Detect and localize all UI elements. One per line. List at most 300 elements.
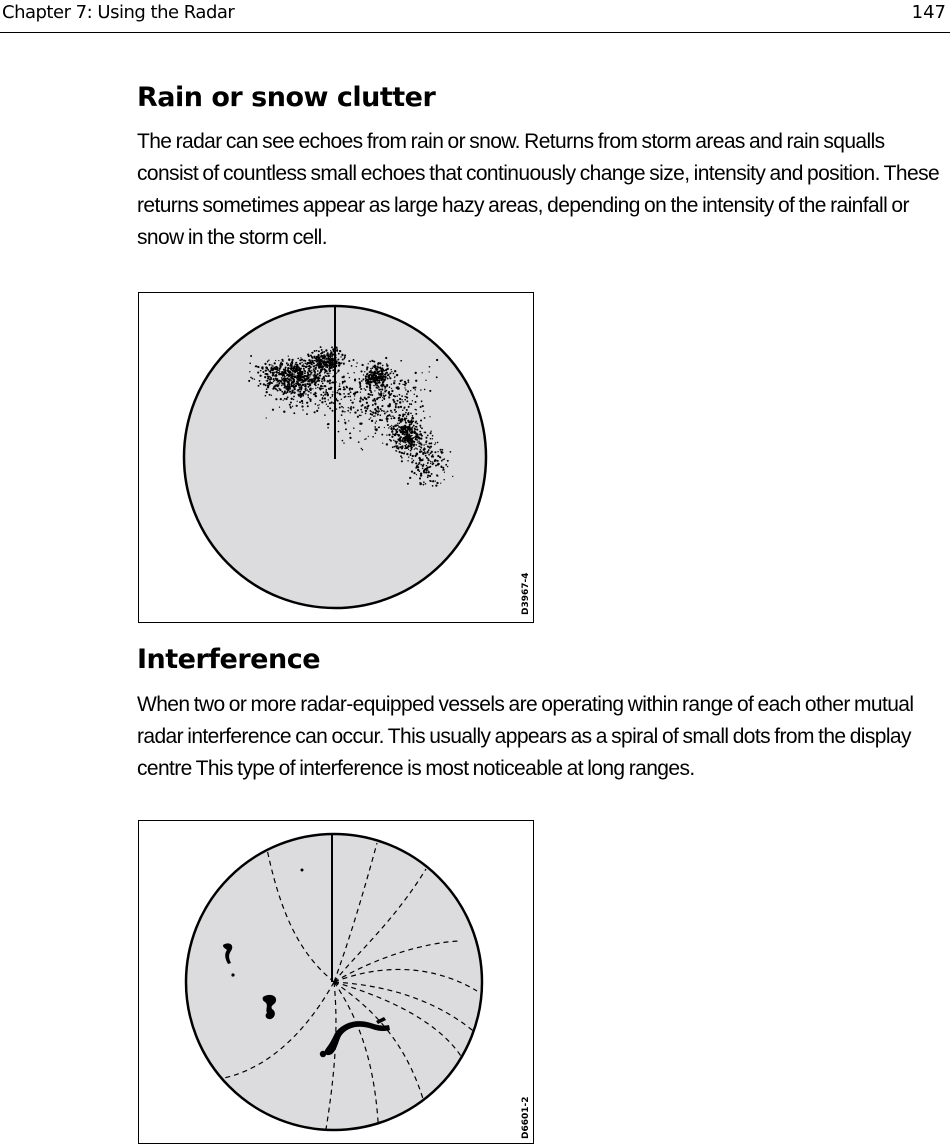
clutter-dot <box>379 394 380 395</box>
clutter-dot <box>368 363 369 364</box>
clutter-dot <box>387 406 388 407</box>
clutter-dot <box>341 406 343 408</box>
clutter-dot <box>415 433 417 435</box>
clutter-dot <box>415 372 417 374</box>
clutter-dot <box>344 354 346 356</box>
clutter-dot <box>294 373 295 374</box>
clutter-dot <box>250 377 252 379</box>
clutter-dot <box>375 422 377 424</box>
clutter-dot <box>308 386 310 388</box>
clutter-dot <box>339 350 341 352</box>
clutter-dot <box>444 472 445 473</box>
clutter-dot <box>420 446 421 447</box>
clutter-dot <box>281 363 283 365</box>
clutter-dot <box>358 441 360 443</box>
clutter-dot <box>432 480 434 482</box>
clutter-dot <box>420 427 421 428</box>
clutter-dot <box>285 388 286 389</box>
clutter-dot <box>288 355 289 356</box>
clutter-dot <box>374 400 376 402</box>
clutter-dot <box>367 406 369 408</box>
clutter-dot <box>328 358 329 359</box>
clutter-dot <box>403 438 405 440</box>
clutter-dot <box>309 376 310 377</box>
clutter-dot <box>327 372 329 374</box>
clutter-dot <box>265 370 266 371</box>
clutter-dot <box>385 411 386 412</box>
clutter-dot <box>418 442 420 444</box>
clutter-dot <box>425 453 426 454</box>
clutter-dot <box>387 421 388 422</box>
clutter-dot <box>434 444 435 445</box>
clutter-dot <box>416 448 418 450</box>
clutter-dot <box>328 375 330 377</box>
clutter-dot <box>318 407 320 409</box>
clutter-dot <box>277 385 279 387</box>
clutter-dot <box>402 415 404 417</box>
clutter-dot <box>330 355 332 357</box>
clutter-dot <box>317 387 318 388</box>
clutter-dot <box>325 390 327 392</box>
clutter-dot <box>381 370 382 371</box>
clutter-dot <box>325 371 326 372</box>
clutter-dot <box>409 477 411 479</box>
clutter-dot <box>372 436 374 438</box>
clutter-dot <box>387 374 389 376</box>
clutter-dot <box>260 370 261 371</box>
clutter-dot <box>365 438 366 439</box>
clutter-dot <box>383 410 385 412</box>
clutter-dot <box>333 359 334 360</box>
clutter-dot <box>422 405 424 407</box>
clutter-dot <box>391 418 393 420</box>
clutter-dot <box>278 360 279 361</box>
clutter-dot <box>276 367 278 369</box>
clutter-dot <box>430 431 431 432</box>
clutter-dot <box>406 431 408 433</box>
clutter-dot <box>402 420 403 421</box>
clutter-dot <box>381 405 383 407</box>
clutter-dot <box>294 388 296 390</box>
clutter-dot <box>377 366 379 368</box>
clutter-dot <box>320 385 322 387</box>
clutter-dot <box>321 349 323 351</box>
clutter-dot <box>408 449 409 450</box>
clutter-dot <box>313 356 315 358</box>
clutter-dot <box>269 371 270 372</box>
clutter-dot <box>404 399 406 401</box>
clutter-dot <box>374 373 376 375</box>
clutter-dot <box>336 360 338 362</box>
clutter-dot <box>281 377 283 379</box>
clutter-dot <box>383 398 385 400</box>
clutter-dot <box>314 411 316 413</box>
clutter-dot <box>392 399 394 401</box>
clutter-dot <box>415 409 416 410</box>
clutter-dot <box>377 406 379 408</box>
clutter-dot <box>344 411 346 413</box>
clutter-dot <box>284 380 286 382</box>
clutter-dot <box>301 393 303 395</box>
clutter-dot <box>404 441 406 443</box>
clutter-dot <box>385 394 387 396</box>
clutter-dot <box>282 375 284 377</box>
clutter-dot <box>428 454 430 456</box>
clutter-dot <box>277 390 279 392</box>
clutter-dot <box>392 415 394 417</box>
clutter-dot <box>299 359 301 361</box>
clutter-dot <box>413 460 415 462</box>
clutter-dot <box>402 410 403 411</box>
clutter-dot <box>369 390 371 392</box>
clutter-dot <box>283 411 285 413</box>
clutter-dot <box>315 395 317 397</box>
clutter-dot <box>430 463 431 464</box>
clutter-dot <box>412 455 414 457</box>
clutter-dot <box>413 425 415 427</box>
clutter-dot <box>395 445 396 446</box>
clutter-dot <box>404 431 406 433</box>
clutter-dot <box>369 384 371 386</box>
clutter-dot <box>437 442 439 444</box>
clutter-dot <box>276 372 278 374</box>
clutter-dot <box>386 372 388 374</box>
clutter-dot <box>391 371 392 372</box>
clutter-dot <box>313 380 315 382</box>
clutter-dot <box>443 469 445 471</box>
clutter-dot <box>372 411 374 413</box>
clutter-dot <box>412 430 414 432</box>
clutter-dot <box>311 352 313 354</box>
clutter-dot <box>400 444 401 445</box>
clutter-dot <box>324 357 326 359</box>
clutter-dot <box>375 384 377 386</box>
clutter-dot <box>282 373 284 375</box>
clutter-dot <box>415 438 417 440</box>
clutter-dot <box>324 414 326 416</box>
clutter-dot <box>400 439 401 440</box>
clutter-dot <box>397 447 399 449</box>
clutter-dot <box>389 377 391 379</box>
clutter-dot <box>348 407 349 408</box>
clutter-dot <box>344 419 345 420</box>
clutter-dot <box>324 368 326 370</box>
clutter-dot <box>383 370 385 372</box>
clutter-dot <box>404 451 405 452</box>
clutter-dot <box>441 466 443 468</box>
clutter-dot <box>411 441 413 443</box>
clutter-dot <box>370 417 371 418</box>
clutter-dot <box>304 363 306 365</box>
clutter-dot <box>290 365 291 366</box>
clutter-dot <box>411 438 413 440</box>
clutter-dot <box>400 436 402 438</box>
clutter-dot <box>420 419 422 421</box>
clutter-dot <box>280 373 282 375</box>
clutter-dot <box>322 397 323 398</box>
clutter-dot <box>353 427 355 429</box>
clutter-dot <box>339 383 340 384</box>
clutter-dot <box>354 395 356 397</box>
clutter-dot <box>249 371 250 372</box>
clutter-dot <box>424 432 426 434</box>
clutter-dot <box>411 435 412 436</box>
clutter-dot <box>297 358 299 360</box>
clutter-dot <box>282 382 284 384</box>
clutter-dot <box>308 368 310 370</box>
clutter-dot <box>385 357 387 359</box>
clutter-dot <box>317 377 319 379</box>
clutter-dot <box>396 429 397 430</box>
clutter-dot <box>428 471 430 473</box>
clutter-dot <box>312 388 313 389</box>
clutter-dot <box>296 368 298 370</box>
clutter-dot <box>390 428 392 430</box>
clutter-dot <box>391 431 393 433</box>
clutter-dot <box>374 377 375 378</box>
clutter-dot <box>304 375 306 377</box>
clutter-dot <box>418 462 420 464</box>
clutter-dot <box>424 389 426 391</box>
clutter-dot <box>268 385 270 387</box>
clutter-dot <box>425 380 426 381</box>
clutter-dot <box>325 366 327 368</box>
clutter-dot <box>371 360 373 362</box>
clutter-dot <box>357 416 359 418</box>
clutter-dot <box>416 395 418 397</box>
clutter-dot <box>278 388 279 389</box>
clutter-dot <box>360 388 362 390</box>
clutter-dot <box>339 385 341 387</box>
clutter-dot <box>299 371 301 373</box>
clutter-dot <box>307 394 309 396</box>
clutter-dot <box>429 416 430 417</box>
clutter-dot <box>383 395 384 396</box>
clutter-dot <box>281 385 283 387</box>
clutter-dot <box>319 360 321 362</box>
clutter-dot <box>430 432 432 434</box>
clutter-dot <box>254 379 255 380</box>
clutter-dot <box>415 447 417 449</box>
clutter-dot <box>328 399 329 400</box>
section-body-interference: When two or more radar-equipped vessels are operating within range of each other mutual radar interference can occur. This usually appears as a spiral of small dots from the display centre This type of interference is most noticeable at long ranges. <box>137 693 914 780</box>
clutter-dot <box>290 401 292 403</box>
clutter-dot <box>408 406 410 408</box>
clutter-dot <box>317 357 319 359</box>
clutter-dot <box>422 458 423 459</box>
clutter-dot <box>289 391 290 392</box>
clutter-dot <box>431 451 433 453</box>
clutter-dot <box>382 365 384 367</box>
clutter-dot <box>336 350 338 352</box>
clutter-dot <box>399 383 401 385</box>
clutter-dot <box>427 451 429 453</box>
clutter-dot <box>336 392 338 394</box>
clutter-dot <box>351 365 353 367</box>
clutter-dot <box>312 357 314 359</box>
clutter-dot <box>311 360 313 362</box>
clutter-dot <box>279 364 281 366</box>
clutter-dot <box>426 465 428 467</box>
clutter-dot <box>399 429 400 430</box>
clutter-dot <box>384 413 386 415</box>
clutter-dot <box>421 435 423 437</box>
clutter-dot <box>437 463 439 465</box>
clutter-dot <box>415 462 417 464</box>
clutter-dot <box>361 448 362 449</box>
clutter-dot <box>411 461 413 463</box>
clutter-dot <box>354 411 356 413</box>
clutter-dot <box>338 353 340 355</box>
clutter-dot <box>286 363 287 364</box>
clutter-dot <box>273 385 275 387</box>
clutter-dot <box>366 374 367 375</box>
clutter-dot <box>428 442 430 444</box>
clutter-dot <box>282 360 284 362</box>
clutter-dot <box>271 366 273 368</box>
clutter-dot <box>294 371 296 373</box>
clutter-dot <box>350 399 352 401</box>
clutter-dot <box>288 382 290 384</box>
clutter-dot <box>431 473 433 475</box>
clutter-dot <box>374 381 376 383</box>
clutter-dot <box>333 358 334 359</box>
clutter-dot <box>299 401 301 403</box>
clutter-dot <box>394 380 395 381</box>
clutter-dot <box>379 367 381 369</box>
clutter-dot <box>273 381 274 382</box>
clutter-dot <box>411 421 413 423</box>
clutter-dot <box>395 443 397 445</box>
clutter-dot <box>350 407 352 409</box>
clutter-dot <box>414 394 415 395</box>
clutter-dot <box>328 361 330 363</box>
clutter-dot <box>353 407 355 409</box>
clutter-dot <box>305 389 307 391</box>
clutter-dot <box>409 439 411 441</box>
clutter-dot <box>435 465 437 467</box>
clutter-dot <box>450 451 452 453</box>
clutter-dot <box>324 393 326 395</box>
clutter-dot <box>408 427 409 428</box>
clutter-dot <box>370 410 372 412</box>
clutter-dot <box>320 355 322 357</box>
clutter-dot <box>414 428 416 430</box>
clutter-dot <box>270 372 272 374</box>
clutter-dot <box>258 385 260 387</box>
clutter-dot <box>407 379 409 381</box>
clutter-dot <box>269 364 271 366</box>
figure-code: D3967-4 <box>521 572 531 615</box>
clutter-dot <box>415 401 417 403</box>
clutter-dot <box>332 381 334 383</box>
clutter-dot <box>429 475 431 477</box>
clutter-dot <box>359 414 361 416</box>
clutter-dot <box>408 456 409 457</box>
clutter-dot <box>378 426 380 428</box>
clutter-dot <box>301 362 302 363</box>
clutter-dot <box>429 480 431 482</box>
clutter-dot <box>343 376 345 378</box>
clutter-dot <box>418 445 420 447</box>
clutter-dot <box>419 431 421 433</box>
clutter-dot <box>397 445 399 447</box>
clutter-dot <box>419 425 421 427</box>
clutter-dot <box>307 353 309 355</box>
clutter-dot <box>344 380 346 382</box>
clutter-dot <box>291 398 293 400</box>
clutter-dot <box>375 432 377 434</box>
clutter-dot <box>314 365 316 367</box>
clutter-dot <box>330 350 331 351</box>
clutter-dot <box>318 350 320 352</box>
clutter-dot <box>425 483 427 485</box>
clutter-dot <box>293 378 295 380</box>
clutter-dot <box>315 388 316 389</box>
clutter-dot <box>323 354 325 356</box>
clutter-dot <box>349 377 350 378</box>
clutter-dot <box>300 357 301 358</box>
clutter-dot <box>411 458 412 459</box>
clutter-dot <box>250 355 252 357</box>
clutter-dot <box>271 364 272 365</box>
clutter-dot <box>272 374 274 376</box>
clutter-dot <box>416 436 418 438</box>
figure-rain-clutter <box>138 292 534 623</box>
clutter-dot <box>381 410 383 412</box>
clutter-dot <box>386 368 388 370</box>
clutter-dot <box>286 391 288 393</box>
clutter-dot <box>275 388 276 389</box>
clutter-dot <box>327 406 329 408</box>
clutter-dot <box>402 419 404 421</box>
clutter-dot <box>283 400 284 401</box>
clutter-dot <box>359 400 361 402</box>
clutter-dot <box>309 362 311 364</box>
clutter-dot <box>297 401 298 402</box>
clutter-dot <box>391 412 393 414</box>
clutter-dot <box>378 380 380 382</box>
clutter-dot <box>374 412 376 414</box>
target-echo <box>301 869 304 872</box>
clutter-dot <box>271 395 272 396</box>
clutter-dot <box>374 390 375 391</box>
clutter-dot <box>301 365 303 367</box>
clutter-dot <box>384 427 385 428</box>
clutter-dot <box>322 366 324 368</box>
clutter-dot <box>393 382 395 384</box>
clutter-dot <box>327 427 329 429</box>
clutter-dot <box>410 412 412 414</box>
clutter-dot <box>397 406 399 408</box>
clutter-dot <box>396 430 398 432</box>
clutter-dot <box>379 370 380 371</box>
clutter-dot <box>376 379 378 381</box>
clutter-dot <box>407 390 409 392</box>
clutter-dot <box>324 363 326 365</box>
clutter-dot <box>441 460 443 462</box>
clutter-dot <box>434 451 436 453</box>
clutter-dot <box>279 407 280 408</box>
clutter-dot <box>299 391 301 393</box>
clutter-dot <box>319 372 321 374</box>
clutter-dot <box>284 368 286 370</box>
clutter-dot <box>305 387 307 389</box>
clutter-dot <box>361 380 363 382</box>
clutter-dot <box>398 418 400 420</box>
clutter-dot <box>308 359 310 361</box>
clutter-dot <box>370 413 372 415</box>
